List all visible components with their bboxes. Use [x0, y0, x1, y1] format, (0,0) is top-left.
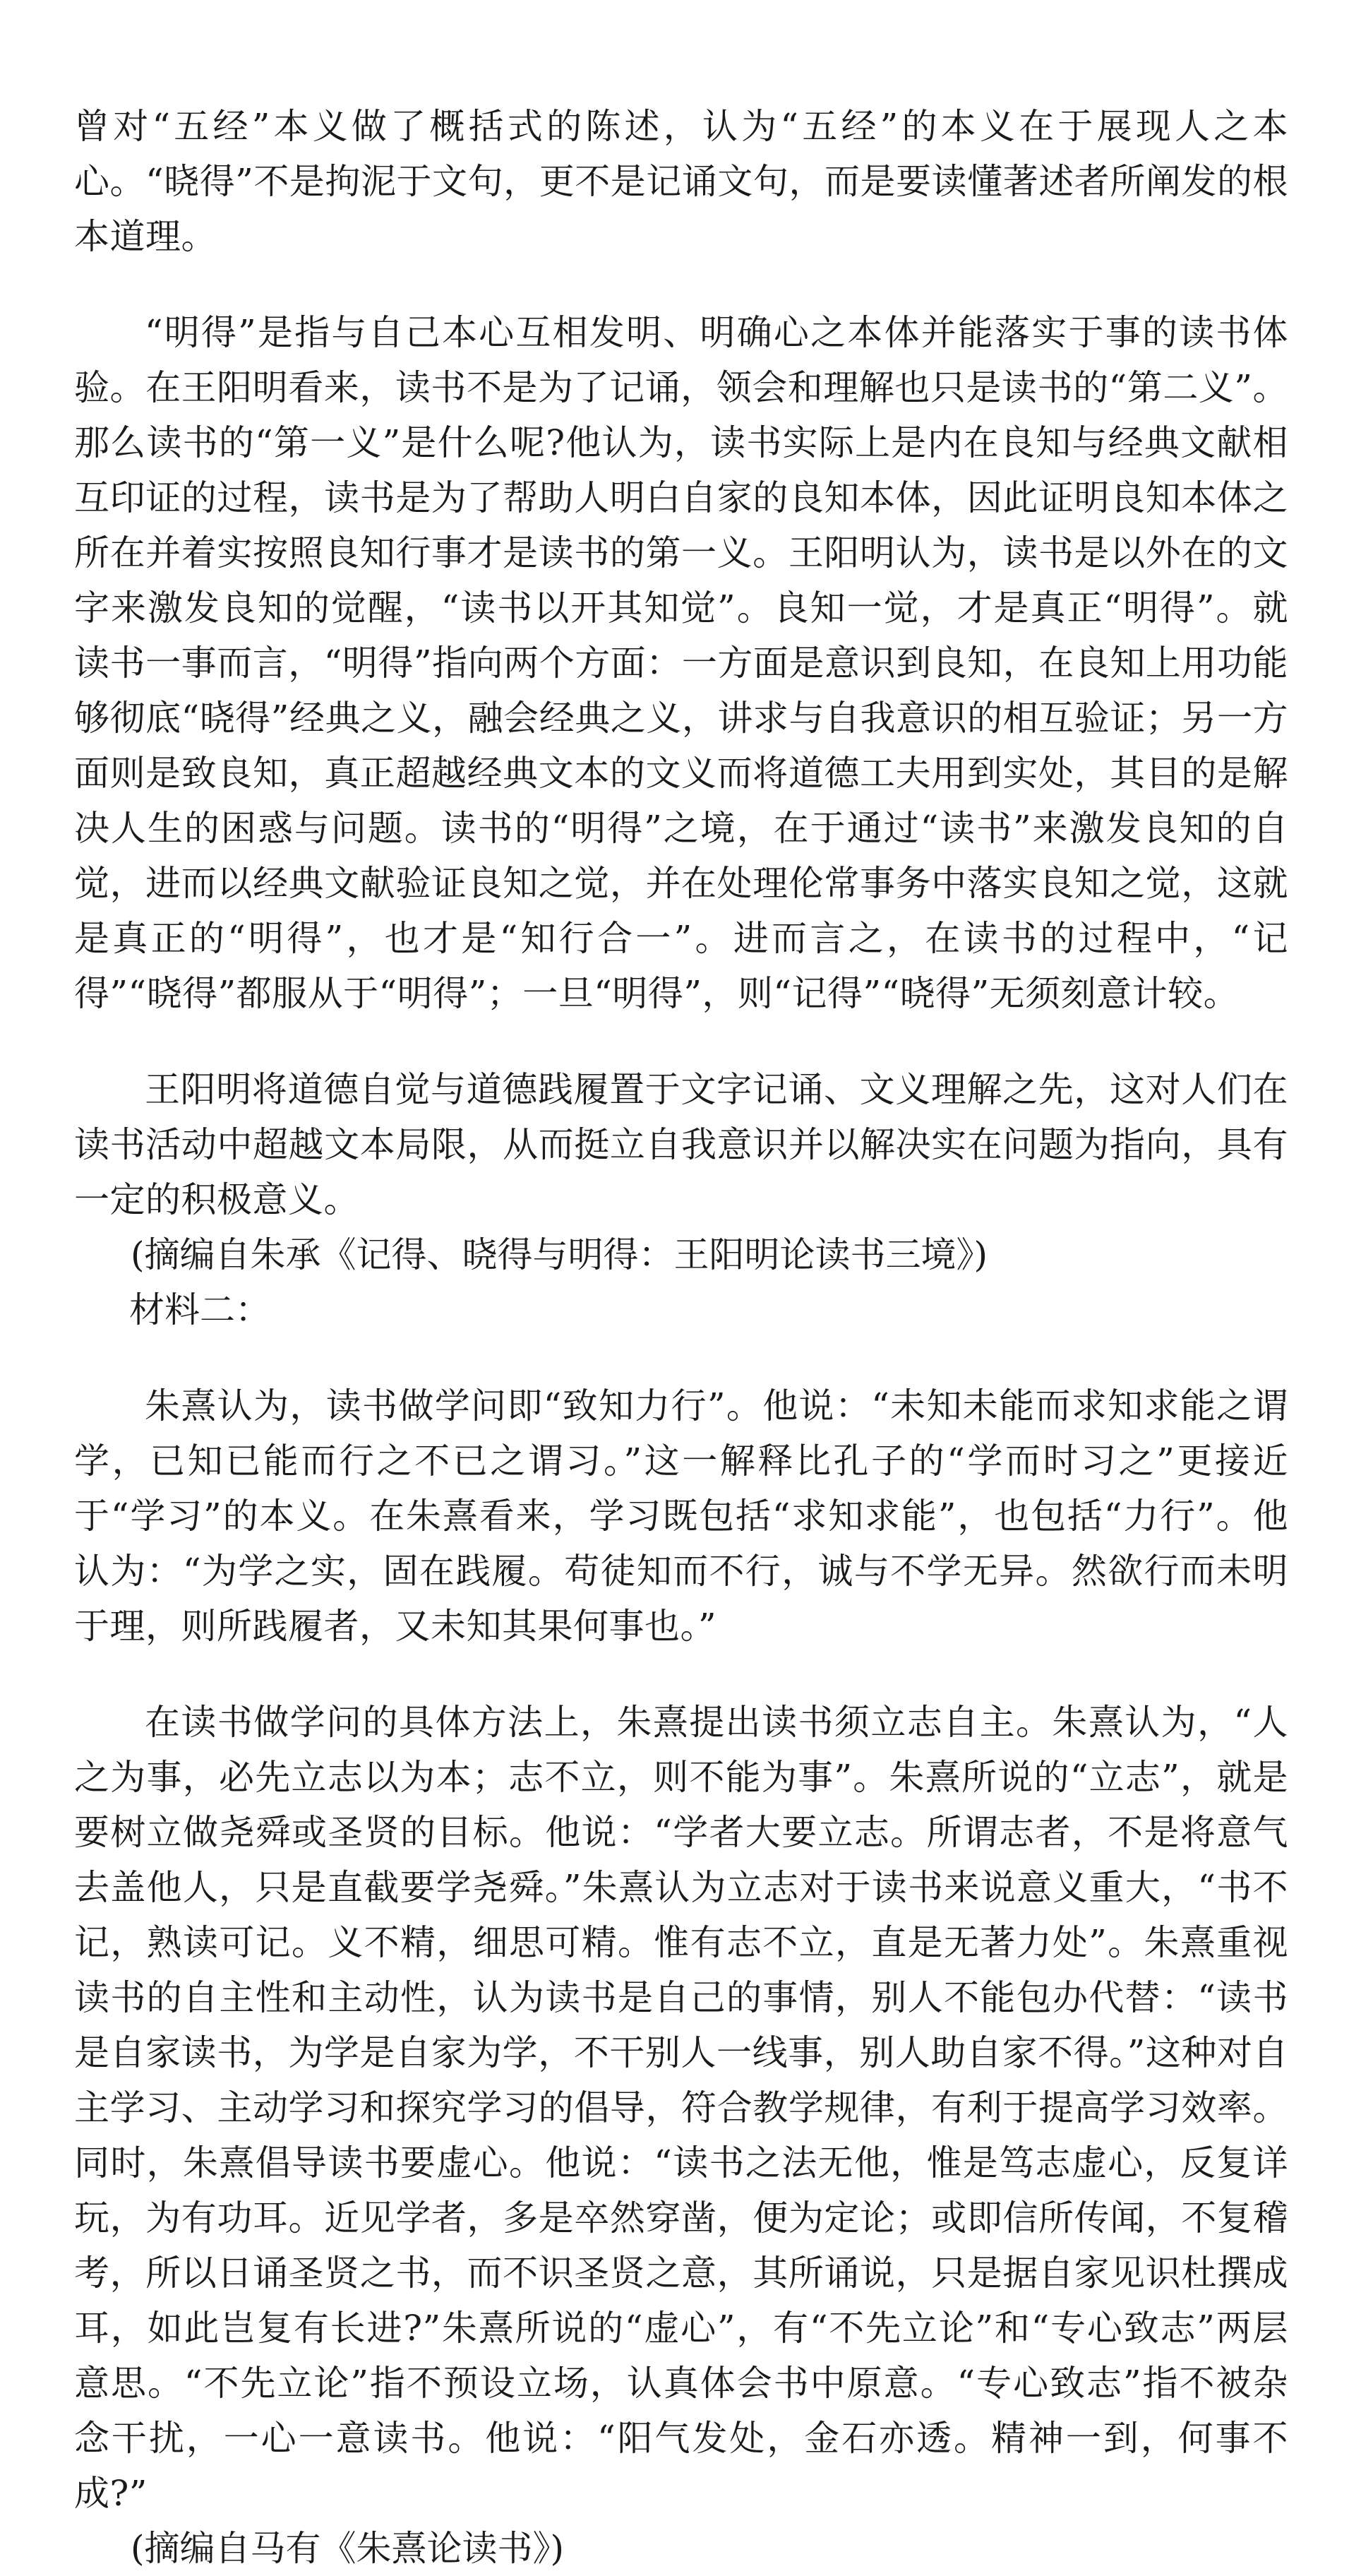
citation-material2: (摘编自马有《朱熹论读书》) — [131, 2528, 565, 2569]
paragraph-zhizhi: 朱熹认为，读书做学问即“致知力行”。他说：“未知未能而求知求能之谓学，已知已能而行之不已之谓习。”这一解释比孔子的“学而时习之”更接近于“学习”的本义。在朱熹看来，学习既包括“求知求能”，也包括“力行”。他认为：“为学之实，固在践履。苟徒知而不行，诚与不学无异。然欲行而未明于理，则所践履者，又未知其果何事也。” — [74, 1385, 1288, 1647]
citation-material1: (摘编自朱承《记得、晓得与明得：王阳明论读书三境》) — [131, 1234, 988, 1275]
section-label-material2: 材料二： — [129, 1289, 270, 1330]
paragraph-method: 在读书做学问的具体方法上，朱熹提出读书须立志自主。朱熹认为，“人之为事，必先立志以为本；志不立，则不能为事”。朱熹所说的“立志”，就是要树立做尧舜或圣贤的目标。他说：“学者大要立志。所谓志者，不是将意气去盖他人，只是直截要学尧舜。”朱熹认为立志对于读书来说意义重大，“书不记，熟读可记。义不精，细思可精。惟有志不立，直是无著力处”。朱熹重视读书的自主性和主动性，认为读书是自己的事情，别人不能包办代替：“读书是自家读书，为学是自家为学，不干别人一线事，别人助自家不得。”这种对自主学习、主动学习和探究学习的倡导，符合教学规律，有利于提高学习效率。同时，朱熹倡导读书要虚心。他说：“读书之法无他，惟是笃志虚心，反复详玩，为有功耳。近见学者，多是卒然穿凿，便为定论；或即信所传闻，不复稽考，所以日诵圣贤之书，而不识圣贤之意，其所诵说，只是据自家见识杜撰成耳，如此岂复有长进?”朱熹所说的“虚心”，有“不先立论”和“专心致志”两层意思。“不先立论”指不预设立场，认真体会书中原意。“专心致志”指不被杂念干扰，一心一意读书。他说：“阳气发处，金石亦透。精神一到，何事不成?” — [74, 1702, 1288, 2514]
paragraph-conclusion: 王阳明将道德自觉与道德践履置于文字记诵、文义理解之先，这对人们在读书活动中超越文本局限，从而挺立自我意识并以解决实在问题为指向，具有一定的积极意义。 — [74, 1069, 1288, 1220]
paragraph-intro: 曾对“五经”本义做了概括式的陈述，认为“五经”的本义在于展现人之本心。“晓得”不是拘泥于文句，更不是记诵文句，而是要读懂著述者所阐发的根本道理。 — [74, 106, 1288, 257]
paragraph-mingde: “明得”是指与自己本心互相发明、明确心之本体并能落实于事的读书体验。在王阳明看来，读书不是为了记诵，领会和理解也只是读书的“第二义”。那么读书的“第一义”是什么呢?他认为，读书实际上是内在良知与经典文献相互印证的过程，读书是为了帮助人明白自家的良知本体，因此证明良知本体之所在并着实按照良知行事才是读书的第一义。王阳明认为，读书是以外在的文字来激发良知的觉醒，“读书以开其知觉”。良知一觉，才是真正“明得”。就读书一事而言，“明得”指向两个方面：一方面是意识到良知，在良知上用功能够彻底“晓得”经典之义，融会经典之义，讲求与自我意识的相互验证；另一方面则是致良知，真正超越经典文本的文义而将道德工夫用到实处，其目的是解决人生的困惑与问题。读书的“明得”之境，在于通过“读书”来激发良知的自觉，进而以经典文献验证良知之觉，并在处理伦常事务中落实良知之觉，这就是真正的“明得”，也才是“知行合一”。进而言之，在读书的过程中，“记得”“晓得”都服从于“明得”；一旦“明得”，则“记得”“晓得”无须刻意计较。 — [74, 312, 1288, 1014]
document-page — [74, 99, 1288, 2576]
